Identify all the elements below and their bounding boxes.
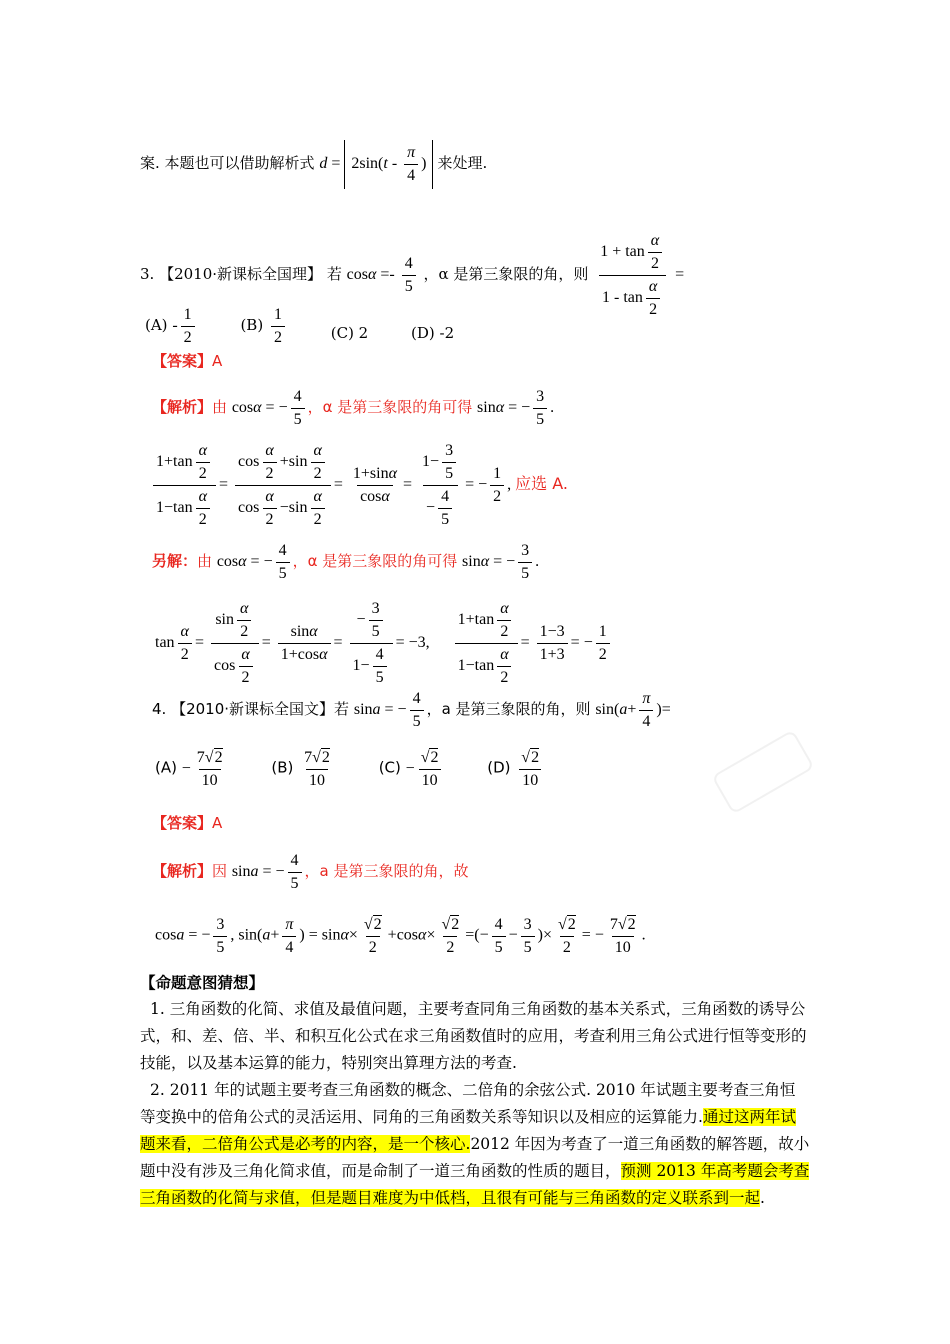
q3-options	[145, 306, 492, 347]
q3-option-c: (C) 2	[330, 324, 369, 343]
q4-stem: 4. 【2010·新课标全国文】若 sina = − $\frac{4}{5}$ ，a 是第三象限的角，则 sin(a+ $\frac{\pi}{4}$ )=	[152, 690, 671, 730]
intro-text: 案. 本题也可以借助解析式	[140, 154, 315, 173]
q4-source-tag: 【2010·新课标全国文】	[171, 700, 335, 719]
q4-derivation: cosa = − $\frac{3}{5}$ , sin(a+ $\frac{\pi}{4}$ ) = sinα× $\frac{√2}{2}$ +cosα× $\frac{√2}{2}$ =(− $\frac{4}{5}$ − $\frac{3}{5}$ )× $\frac{√2}{2}$ = − $\frac{7√2}{10}$ .	[155, 915, 646, 956]
intro-line	[140, 140, 487, 189]
q3-answer: 【答案】A	[152, 352, 223, 370]
q3-alt-solution: 另解：由 cosα = − $\frac{4}{5}$ ，α 是第三象限的角可得 sinα = − $\frac{3}{5}$ .	[152, 542, 540, 582]
guess-heading: 【命题意图猜想】	[140, 973, 265, 992]
q3-option-d: (D) -2	[411, 324, 455, 343]
q3-derivation: 1+tan $\frac{\alpha}{2}$ 1−tan $\frac{\alpha}{2}$ = cos $\frac{\alpha}{2}$ +sin $\frac{\alpha}{2}$ cos $\frac{\alpha}{2}$ −sin $\frac{\alpha}{2}$ = $\frac{1+\sin\alpha}{\cos\alpha}$ = 1− $\frac{3}{5}$ − $\frac{4}{5}$ = − $\frac{1}{2}$ , 应选 A.	[150, 442, 568, 529]
highlight-core: 通过这两年试题来看，二倍角公式是必考的内容，是一个核心.	[140, 1108, 796, 1153]
guess-paragraph-2: 2. 2011 年的试题主要考查三角函数的概念、二倍角的余弦公式. 2010 年试题主要考查三角恒等变换中的倍角公式的灵活运用、同角的三角函数关系等知识以及相应的运算能力.通过这两年试题来看，二倍角公式是必考的内容，是一个核心.2012 年因为考查了一道三角函数的解答题，故小题中没有涉及三角化简求值，而是命制了一道三角函数的性质的题目，预测 2013 年高考题会考查三角函数的化简与求值，但是题目难度为中低档，且很有可能与三角函数的定义联系到一起.	[140, 1081, 810, 1207]
q3-number: 3.	[140, 265, 155, 284]
q4-options	[155, 748, 583, 790]
q3-alt-derivation: tan $\frac{\alpha}{2}$ = sin $\frac{\alpha}{2}$ cos $\frac{\alpha}{2}$ = $\frac{\sin\alpha}{1+\cos\alpha}$ = − $\frac{3}{5}$ 1− $\frac{4}{5}$ = −3, 1+tan $\frac{\alpha}{2}$ 1−tan $\frac{\alpha}{2}$ = $\frac{1-3}{1+3}$ = − $\frac{1}{2}$	[155, 600, 613, 687]
intro-formula: d = 2sin(t - $\frac{\pi}{4}$ )	[319, 155, 437, 172]
q3-source-tag: 【2010·新课标全国理】	[159, 265, 323, 284]
q3-cos-value: cosα =- $\frac{4}{5}$	[347, 266, 419, 283]
q4-cond: 若	[334, 700, 350, 719]
watermark-logo	[711, 729, 814, 814]
q4-number: 4.	[152, 700, 167, 719]
q4-option-d: (D) $\frac{√2}{10}$	[487, 748, 545, 790]
q3-target-expr: 1 + tan $\frac{\alpha}{2}$ 1 - tan $\frac{\alpha}{2}$ =	[600, 232, 685, 318]
q3-mid-text: ，α 是第三象限的角，则	[423, 265, 589, 284]
q4-option-c: (C) − $\frac{√2}{10}$	[379, 748, 445, 790]
q4-analysis: 【解析】因 sina = − $\frac{4}{5}$ ，a 是第三象限的角，故	[152, 852, 469, 892]
q4-option-a: (A) − $\frac{7√2}{10}$	[155, 749, 223, 789]
q4-mid-text: ，a 是第三象限的角，则	[426, 700, 591, 719]
q4-answer: 【答案】A	[152, 814, 223, 832]
q3-result: 应选 A.	[515, 474, 568, 494]
highlight-prediction: 预测 2013 年高考题会考查三角函数的化简与求值，但是题目难度为中低档，且很有可能与三角函数的定义联系到一起	[140, 1162, 810, 1207]
q3-option-a: (A) - $\frac{1}{2}$	[145, 306, 198, 347]
q3-option-b: (B) $\frac{1}{2}$	[240, 306, 288, 347]
guess-paragraph-1: 1. 三角函数的化简、求值及最值问题，主要考查同角三角函数的基本关系式，三角函数的诱导公式，和、差、倍、半、和积互化公式在求三角函数值时的应用，考查利用三角公式进行恒等变形的技能，以及基本运算的能力，特别突出算理方法的考查.	[140, 1000, 807, 1072]
intro-tail: 来处理.	[437, 154, 488, 173]
q3-cond: 若	[326, 265, 342, 284]
q3-analysis: 【解析】由 cosα = − $\frac{4}{5}$ ，α 是第三象限的角可得 sinα = − $\frac{3}{5}$ .	[152, 388, 555, 428]
q4-option-b: (B) $\frac{7√2}{10}$	[271, 749, 330, 789]
